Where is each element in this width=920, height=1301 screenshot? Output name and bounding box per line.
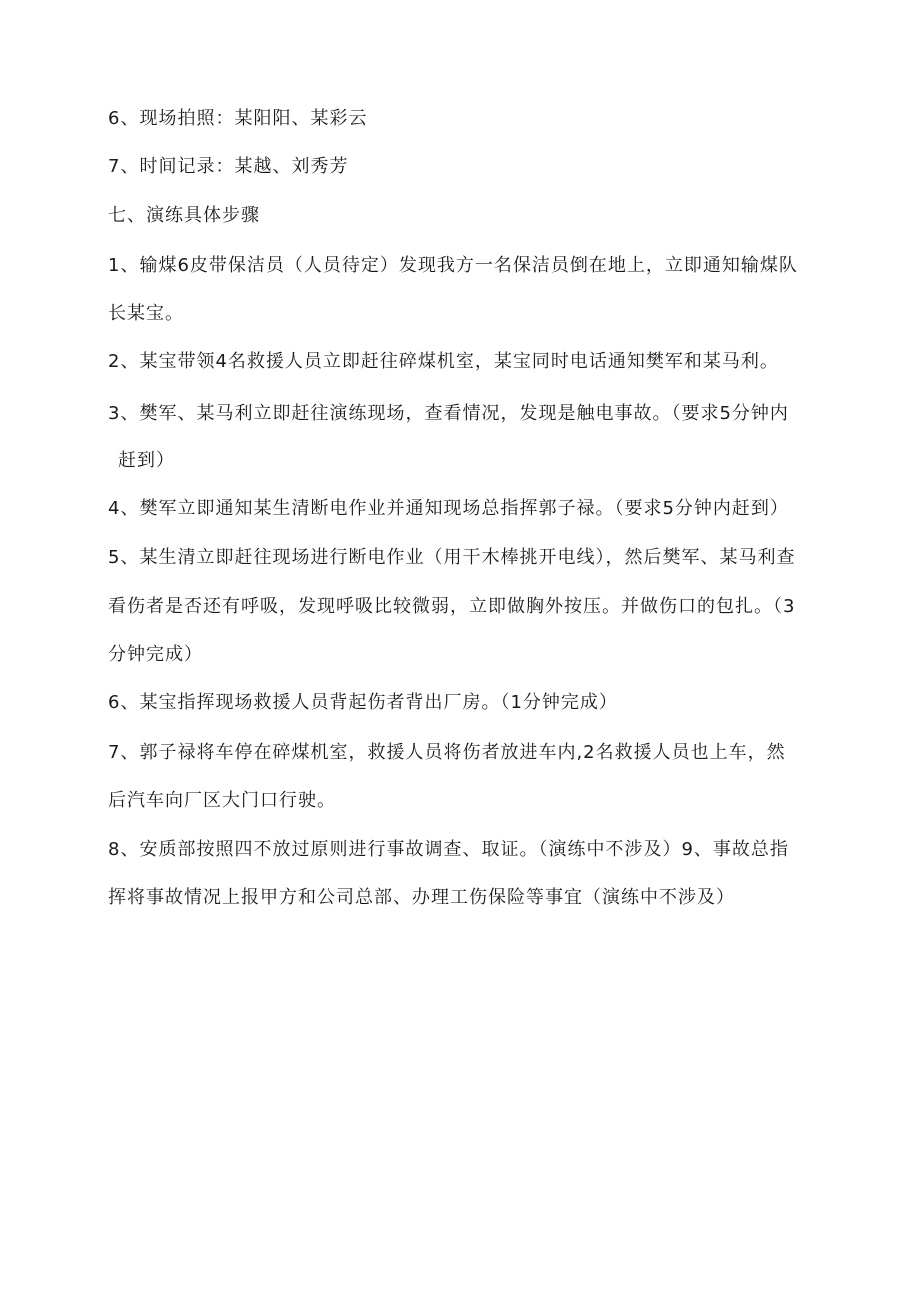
text-line: 1、输煤6皮带保洁员（人员待定）发现我方一名保洁员倒在地上，立即通知输煤队 <box>108 255 798 276</box>
text-line: 4、樊军立即通知某生清断电作业并通知现场总指挥郭子禄。（要求5分钟内赶到） <box>108 498 789 519</box>
text-line: 8、安质部按照四不放过原则进行事故调查、取证。（演练中不涉及）9、事故总指 <box>108 839 789 860</box>
text-line: 分钟完成） <box>108 644 203 665</box>
text-line: 看伤者是否还有呼吸，发现呼吸比较微弱，立即做胸外按压。并做伤口的包扎。（3 <box>108 596 796 617</box>
text-line: 5、某生清立即赶往现场进行断电作业（用干木棒挑开电线），然后樊军、某马利查 <box>108 547 796 568</box>
text-line: 挥将事故情况上报甲方和公司总部、办理工伤保险等事宜（演练中不涉及） <box>108 887 735 908</box>
text-line: 7、郭子禄将车停在碎煤机室，救援人员将伤者放进车内,2名救援人员也上车，然 <box>108 742 786 763</box>
text-line: 赶到） <box>118 450 175 471</box>
text-line: 6、现场拍照：某阳阳、某彩云 <box>108 108 368 129</box>
section-heading: 七、演练具体步骤 <box>108 205 260 226</box>
text-line: 6、某宝指挥现场救援人员背起伤者背出厂房。（1分钟完成） <box>108 692 618 713</box>
text-line: 2、某宝带领4名救援人员立即赶往碎煤机室，某宝同时电话通知樊军和某马利。 <box>108 351 779 372</box>
text-line: 3、樊军、某马利立即赶往演练现场，查看情况，发现是触电事故。（要求5分钟内 <box>108 403 789 424</box>
text-line: 7、时间记录：某越、刘秀芳 <box>108 156 349 177</box>
text-line: 长某宝。 <box>108 303 184 324</box>
text-line: 后汽车向厂区大门口行驶。 <box>108 790 336 811</box>
